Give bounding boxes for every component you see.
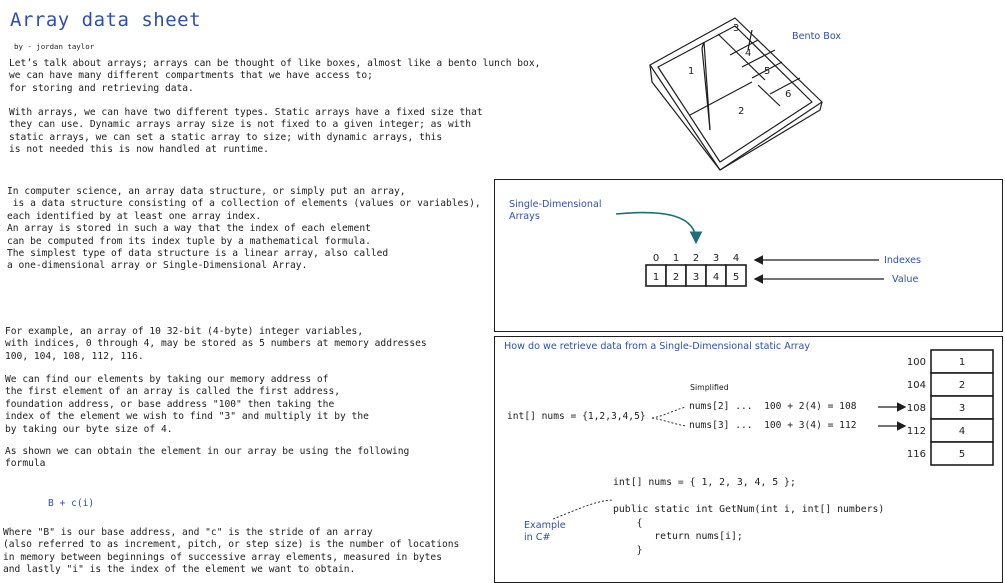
value-label: Value [892,274,919,285]
formula: B + c(i) [48,498,95,509]
indexes-label: Indexes [884,255,922,266]
retrieve-line-1: nums[2] ... 100 + 2(4) = 108 [689,401,857,412]
memory-address-3: 112 [906,426,926,437]
definition-paragraph: In computer science, an array data structure, or simply put an array, is a data structure consisting of a collection of elements (values or variables), each identified by at least one array index. An array is stored in such a way that the index of each element can be computed from its index tuple by a mathematical formula. The simplest type of data structure is a linear array, also called a one-dimensional array or Single-Dimensional Array. [7,186,481,272]
explanation-paragraph: Where "B" is our base address, and "c" is the stride of an array (also referred to as increment, pitch, or step size) is the number of locations in memory between beginnings of successive array elements, measured in bytes and lastly "i" is the index of the element we want to obtain. [3,527,460,576]
formula-intro: As shown we can obtain the element in our array be using the following formula [5,446,410,470]
index-label-4: 4 [732,253,740,264]
byline: by - jordan taylor [14,42,95,51]
bento-box-label: Bento Box [792,31,842,42]
types-paragraph: With arrays, we can have two different types. Static arrays have a fixed size that they can use. Dynamic arrays array size is not fixed to a given integer; as with static arrays, we can set a static array to size; with dynamic arrays, this is not needed this is now handled at runtime. [9,107,483,156]
memory-value-3: 4 [958,426,966,437]
memory-address-0: 100 [906,357,926,368]
bento-compartment-4: 4 [745,48,752,59]
index-row [653,253,739,264]
array-cell-value-4: 5 [732,272,740,283]
find-paragraph: We can find our elements by taking our memory address of the first element of an array is called the first address, foundation address, or base address "100" then taking the index of the element we wish to find "3" and multiply it by the by taking our byte size of 4. [5,374,369,435]
memory-address-4: 116 [906,449,926,460]
index-label-2: 2 [692,253,700,264]
array-declaration: int[] nums = {1,2,3,4,5} [507,411,646,422]
memory-stack [907,350,993,465]
memory-address-1: 104 [906,380,926,391]
bento-compartment-6: 6 [785,89,792,100]
bento-compartment-3: 3 [733,23,740,34]
single-dim-label: Single-Dimensional Arrays [509,199,602,222]
value-row [646,265,746,286]
memory-value-4: 5 [958,449,966,460]
csharp-code: int[] nums = { 1, 2, 3, 4, 5 }; public static int GetNum(int i, int[] numbers) { return nums[i]; } [613,477,885,556]
memory-value-2: 3 [958,403,966,414]
index-label-0: 0 [652,253,660,264]
array-cell-value-3: 4 [712,272,720,283]
bento-compartment-5: 5 [764,66,771,77]
example-paragraph: For example, an array of 10 32-bit (4-byte) integer variables, with indices, 0 through 4, may be stored as 5 numbers at memory addresses 100, 104, 108, 112, 116. [5,326,427,362]
array-cell-value-2: 3 [692,272,700,283]
retrieve-heading: How do we retrieve data from a Single-Dimensional static Array [504,341,811,352]
memory-value-1: 2 [958,380,966,391]
retrieve-line-2: nums[3] ... 100 + 3(4) = 112 [689,420,857,431]
page-title: Array data sheet [10,9,202,31]
array-cell-value-0: 1 [652,272,660,283]
array-cell-value-1: 2 [672,272,680,283]
single-dim-diagram [494,179,1001,330]
bento-compartment-2: 2 [738,106,745,117]
example-csharp-label: Example in C# [524,520,566,543]
bento-compartment-1: 1 [688,66,695,77]
memory-address-2: 108 [906,403,926,414]
intro-paragraph: Let’s talk about arrays; arrays can be thought of like boxes, almost like a bento lunch box, we can have many different compartments that we have access to; for storing and retrieving data. [9,58,541,94]
simplified-label: Simplified [690,383,729,392]
index-label-3: 3 [712,253,720,264]
memory-value-0: 1 [958,357,966,368]
index-label-1: 1 [672,253,680,264]
